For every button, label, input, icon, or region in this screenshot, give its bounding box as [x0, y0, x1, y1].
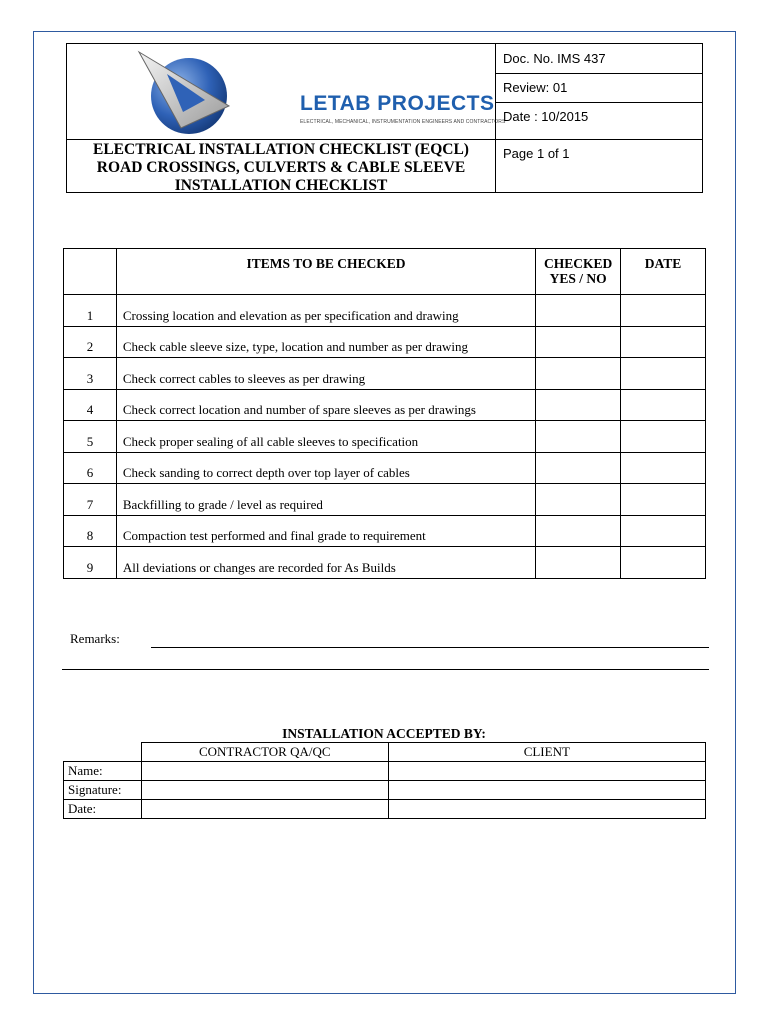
date-label: Date:	[64, 800, 142, 819]
client-header: CLIENT	[388, 743, 705, 762]
table-row	[64, 452, 706, 484]
table-row	[64, 515, 706, 547]
title-line-3: INSTALLATION CHECKLIST	[174, 177, 388, 194]
row-number: 6	[64, 452, 117, 484]
table-row	[64, 295, 706, 327]
checked-cell[interactable]	[536, 358, 621, 390]
row-number: 3	[64, 358, 117, 390]
checked-cell[interactable]	[536, 452, 621, 484]
company-name: LETAB PROJECTS	[300, 92, 495, 115]
company-logo	[137, 48, 506, 136]
row-number: 9	[64, 547, 117, 579]
checked-header-line2: YES / NO	[549, 271, 607, 286]
corner-cell	[64, 743, 142, 762]
acceptance-title: INSTALLATION ACCEPTED BY:	[282, 726, 486, 741]
checked-cell[interactable]	[536, 389, 621, 421]
date-header: DATE	[621, 249, 706, 295]
company-tagline: ELECTRICAL, MECHANICAL, INSTRUMENTATION ENGINEERS AND CONTRACTORS	[300, 119, 506, 125]
table-row	[64, 484, 706, 516]
checked-cell[interactable]	[536, 484, 621, 516]
items-header: ITEMS TO BE CHECKED	[116, 249, 535, 295]
date-cell[interactable]	[621, 452, 706, 484]
date-cell[interactable]	[621, 547, 706, 579]
document-date: Date : 10/2015	[503, 109, 589, 124]
date-cell[interactable]	[621, 358, 706, 390]
signature-row	[64, 781, 706, 800]
checked-header-line1: CHECKED	[543, 256, 613, 271]
name-row	[64, 762, 706, 781]
logo-globe-icon	[137, 48, 237, 136]
row-item: Backfilling to grade / level as required	[116, 484, 535, 516]
meta-divider	[495, 139, 702, 140]
checked-header	[536, 249, 621, 295]
title-line-1: ELECTRICAL INSTALLATION CHECKLIST (EQCL)	[93, 141, 469, 158]
checked-cell[interactable]	[536, 295, 621, 327]
signature-label: Signature:	[64, 781, 142, 800]
row-number: 2	[64, 326, 117, 358]
row-item: Check proper sealing of all cable sleeves to specification	[116, 421, 535, 453]
contractor-name-field[interactable]	[141, 762, 388, 781]
date-cell[interactable]	[621, 484, 706, 516]
row-item: Compaction test performed and final grade to requirement	[116, 515, 535, 547]
checked-cell[interactable]	[536, 326, 621, 358]
document-header	[66, 43, 703, 193]
number-header	[64, 249, 117, 295]
row-item: Check cable sleeve size, type, location and number as per drawing	[116, 326, 535, 358]
table-row	[64, 547, 706, 579]
table-row	[64, 358, 706, 390]
date-row	[64, 800, 706, 819]
row-item: Check sanding to correct depth over top layer of cables	[116, 452, 535, 484]
row-number: 8	[64, 515, 117, 547]
acceptance-header-row	[64, 743, 706, 762]
checklist-table	[63, 248, 706, 579]
meta-divider	[495, 73, 702, 74]
title-line-2: ROAD CROSSINGS, CULVERTS & CABLE SLEEVE	[96, 159, 466, 176]
acceptance-table	[63, 742, 706, 819]
remarks-label: Remarks:	[70, 631, 120, 646]
table-row	[64, 326, 706, 358]
row-number: 4	[64, 389, 117, 421]
row-item: Check correct cables to sleeves as per drawing	[116, 358, 535, 390]
contractor-date-field[interactable]	[141, 800, 388, 819]
row-item: Crossing location and elevation as per specification and drawing	[116, 295, 535, 327]
contractor-signature-field[interactable]	[141, 781, 388, 800]
row-item: All deviations or changes are recorded for As Builds	[116, 547, 535, 579]
remarks-field[interactable]	[151, 647, 709, 648]
row-number: 7	[64, 484, 117, 516]
date-cell[interactable]	[621, 389, 706, 421]
remarks-field-continuation[interactable]	[62, 669, 709, 670]
doc-number: Doc. No. IMS 437	[503, 51, 606, 66]
date-cell[interactable]	[621, 295, 706, 327]
table-row	[64, 389, 706, 421]
client-date-field[interactable]	[388, 800, 705, 819]
name-label: Name:	[64, 762, 142, 781]
header-divider	[67, 139, 495, 140]
client-signature-field[interactable]	[388, 781, 705, 800]
table-row	[64, 421, 706, 453]
row-item: Check correct location and number of spare sleeves as per drawings	[116, 389, 535, 421]
row-number: 1	[64, 295, 117, 327]
date-cell[interactable]	[621, 326, 706, 358]
checklist-header-row	[64, 249, 706, 295]
meta-divider	[495, 102, 702, 103]
page-number: Page 1 of 1	[503, 146, 570, 161]
header-column-divider	[495, 44, 496, 192]
document-title	[67, 141, 495, 195]
date-cell[interactable]	[621, 421, 706, 453]
checked-cell[interactable]	[536, 421, 621, 453]
row-number: 5	[64, 421, 117, 453]
checked-cell[interactable]	[536, 547, 621, 579]
client-name-field[interactable]	[388, 762, 705, 781]
checked-cell[interactable]	[536, 515, 621, 547]
contractor-header: CONTRACTOR QA/QC	[141, 743, 388, 762]
review-number: Review: 01	[503, 80, 568, 95]
date-cell[interactable]	[621, 515, 706, 547]
